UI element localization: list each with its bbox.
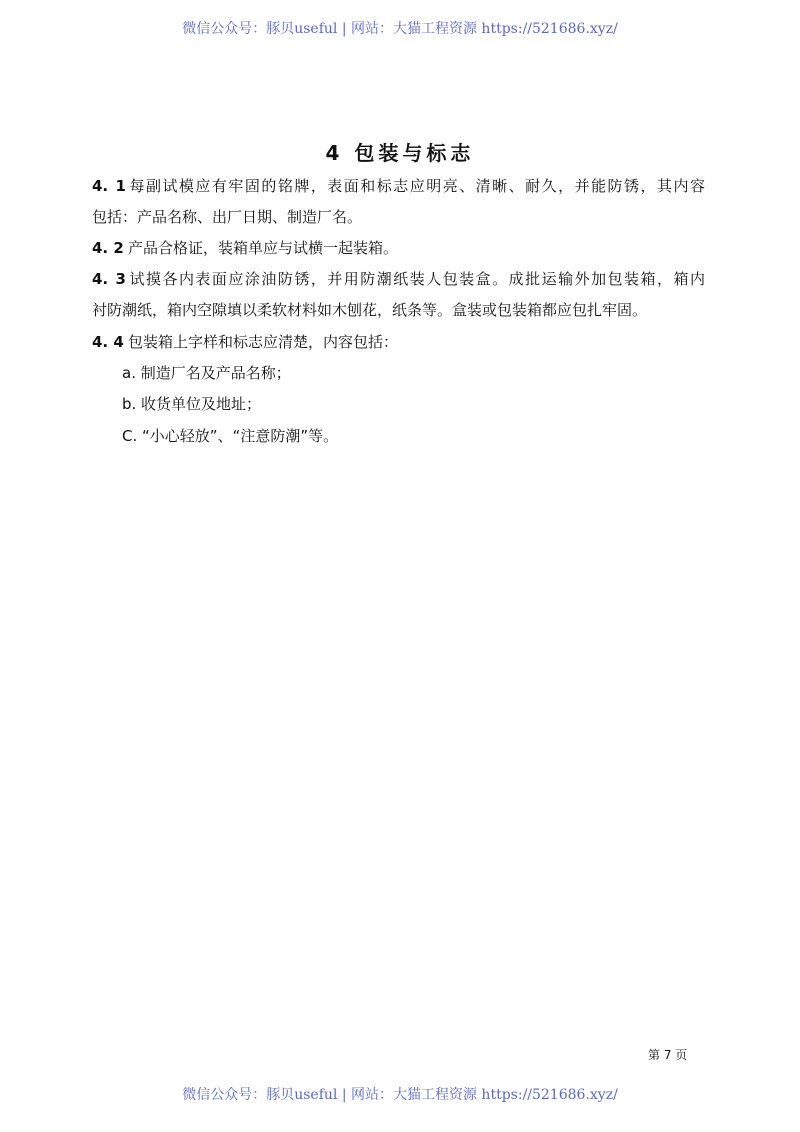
clause-4-4 [92, 331, 705, 353]
clause-4-2 [92, 237, 705, 259]
list-item-a: a. 制造厂名及产品名称； [122, 364, 291, 382]
section-title: 4 包装与标志 [325, 141, 475, 165]
clause-4-3-line-2: 衬防潮纸，箱内空隙填以柔软材料如木刨花，纸条等。盒装或包装箱都应包扎牢固。 [92, 301, 648, 319]
clause-text: 产品合格证，装箱单应与试横一起装箱。 [128, 239, 399, 257]
clause-4-3-line-1 [92, 268, 705, 290]
clause-text: 包装箱上字样和标志应清楚，内容包括： [128, 333, 399, 351]
list-item-b: b. 收货单位及地址； [122, 395, 262, 413]
clause-text: 每副试模应有牢固的铭牌，表面和标志应明亮、清晰、耐久，并能防锈，其内容 [128, 177, 705, 195]
clause-number: 4. 3 [92, 270, 126, 288]
clause-text: 试摸各内表面应涂油防锈，并用防潮纸装人包装盒。成批运输外加包装箱，箱内 [128, 270, 705, 288]
clause-number: 4. 1 [92, 177, 126, 195]
clause-number: 4. 2 [92, 239, 124, 257]
watermark-footer: 微信公众号：豚贝useful | 网站：大猫工程资源 https://521686.xyz/ [182, 1087, 618, 1103]
clause-4-1-line-2: 包括：产品名称、出厂日期、制造厂名。 [92, 208, 363, 226]
clause-number: 4. 4 [92, 333, 124, 351]
page-number: 第 7 页 [648, 1048, 688, 1062]
clause-4-1-line-1 [92, 175, 705, 197]
list-item-c: C. “小心轻放”、“注意防潮”等。 [122, 427, 339, 445]
watermark-header: 微信公众号：豚贝useful | 网站：大猫工程资源 https://521686.xyz/ [182, 21, 618, 37]
